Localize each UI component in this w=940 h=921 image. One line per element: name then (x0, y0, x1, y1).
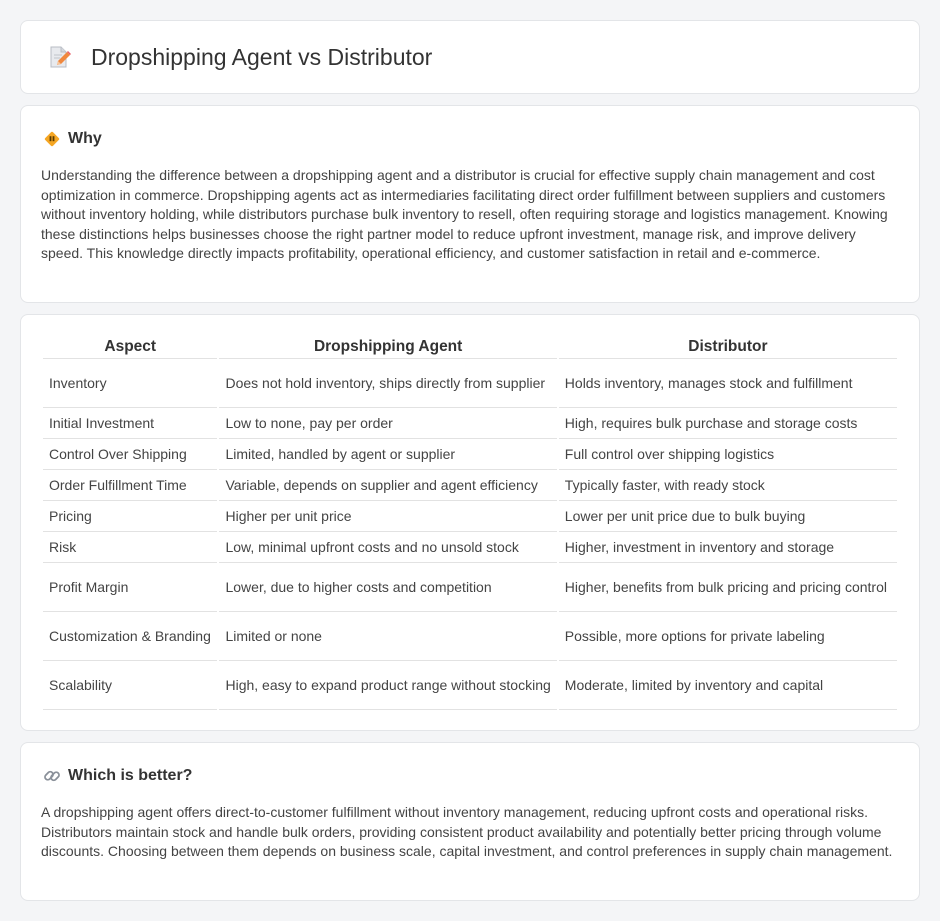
agent-cell: Does not hold inventory, ships directly from supplier (219, 359, 556, 408)
page-title: Dropshipping Agent vs Distributor (91, 43, 433, 70)
table-header-row (43, 335, 897, 359)
agent-cell: High, easy to expand product range without stocking (219, 661, 556, 710)
distributor-cell: Moderate, limited by inventory and capital (559, 661, 897, 710)
table-row (43, 470, 897, 501)
agent-cell: Limited, handled by agent or supplier (219, 439, 556, 470)
agent-cell: Limited or none (219, 612, 556, 661)
header-aspect: Aspect (43, 335, 217, 359)
why-title: Why (68, 130, 102, 147)
header-dropshipping-agent: Dropshipping Agent (219, 335, 556, 359)
distributor-cell: Full control over shipping logistics (559, 439, 897, 470)
aspect-cell: Control Over Shipping (43, 439, 217, 470)
distributor-cell: Higher, benefits from bulk pricing and pricing control (559, 563, 897, 612)
table-row (43, 532, 897, 563)
comparison-table (41, 335, 899, 710)
comparison-card (20, 314, 920, 731)
agent-cell: Higher per unit price (219, 501, 556, 532)
better-text: A dropshipping agent offers direct-to-customer fulfillment without inventory management, reducing upfront costs and operational risks. Distributors maintain stock and handle bulk orders, providing consistent product availability and potentially better pricing through volume discounts. Choosing between them depends on business scale, capital investment, and control preferences in supply chain management. (41, 804, 893, 860)
table-row (43, 501, 897, 532)
agent-cell: Variable, depends on supplier and agent efficiency (219, 470, 556, 501)
table-row (43, 661, 897, 710)
aspect-cell: Order Fulfillment Time (43, 470, 217, 501)
distributor-cell: High, requires bulk purchase and storage costs (559, 408, 897, 439)
aspect-cell: Inventory (43, 359, 217, 408)
table-row (43, 408, 897, 439)
why-header (21, 106, 919, 150)
why-section (20, 105, 920, 303)
document-pencil-icon (47, 45, 71, 69)
link-icon (43, 767, 61, 785)
which-is-better-section (20, 742, 920, 901)
better-title: Which is better? (68, 767, 193, 784)
title-card (20, 20, 920, 94)
distributor-cell: Higher, investment in inventory and storage (559, 532, 897, 563)
why-text: Understanding the difference between a dropshipping agent and a distributor is crucial for effective supply chain management and cost optimization in commerce. Dropshipping agents act as intermediaries facilitating direct order fulfillment between suppliers and customers without inventory holding, while distributors purchase bulk inventory to resell, often requiring storage and logistics management. Knowing these distinctions helps businesses choose the right partner model to reduce upfront investment, manage risk, and improve delivery speed. This knowledge directly impacts profitability, operational efficiency, and customer satisfaction in retail and e-commerce. (41, 167, 888, 262)
better-header (21, 743, 919, 787)
distributor-cell: Lower per unit price due to bulk buying (559, 501, 897, 532)
diamond-warning-icon (43, 130, 61, 148)
table-row (43, 439, 897, 470)
aspect-cell: Customization & Branding (43, 612, 217, 661)
aspect-cell: Initial Investment (43, 408, 217, 439)
title-row (21, 21, 919, 93)
aspect-cell: Risk (43, 532, 217, 563)
aspect-cell: Scalability (43, 661, 217, 710)
aspect-cell: Pricing (43, 501, 217, 532)
agent-cell: Low to none, pay per order (219, 408, 556, 439)
header-distributor: Distributor (559, 335, 897, 359)
table-row (43, 359, 897, 408)
agent-cell: Lower, due to higher costs and competition (219, 563, 556, 612)
distributor-cell: Possible, more options for private labeling (559, 612, 897, 661)
aspect-cell: Profit Margin (43, 563, 217, 612)
distributor-cell: Typically faster, with ready stock (559, 470, 897, 501)
agent-cell: Low, minimal upfront costs and no unsold stock (219, 532, 556, 563)
table-row (43, 563, 897, 612)
table-row (43, 612, 897, 661)
distributor-cell: Holds inventory, manages stock and fulfillment (559, 359, 897, 408)
